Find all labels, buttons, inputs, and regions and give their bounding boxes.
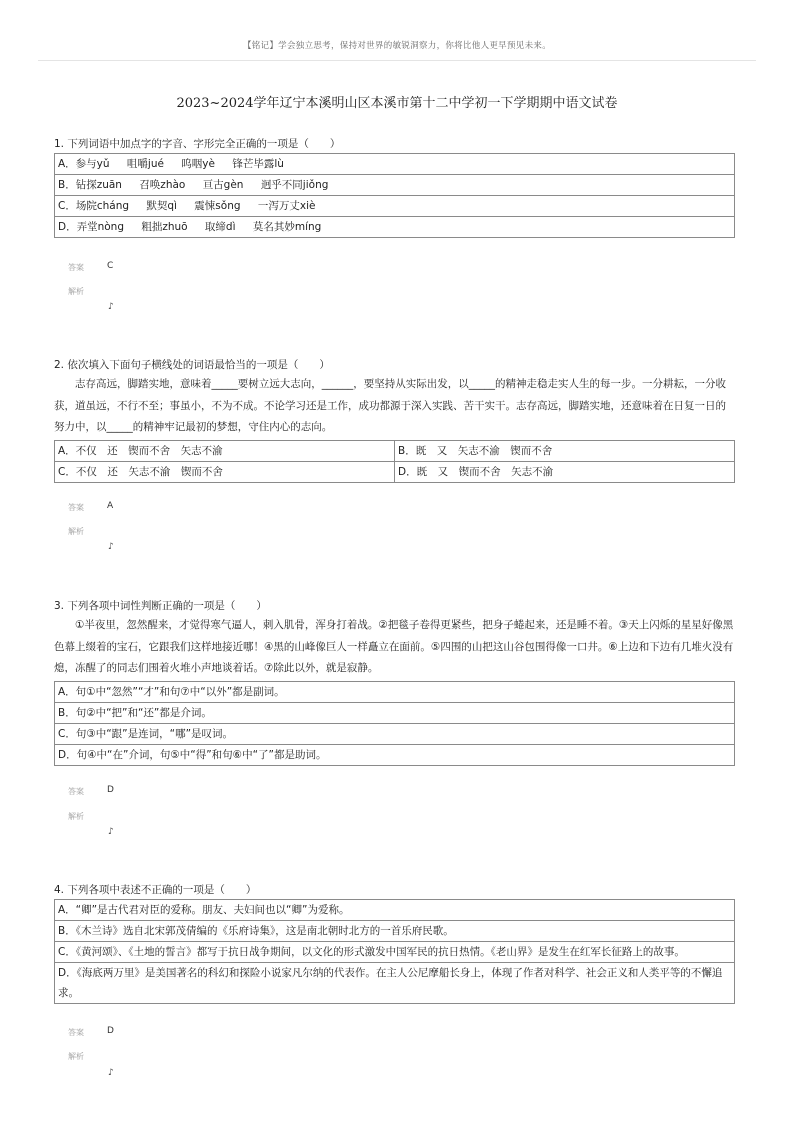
header-divider: [38, 60, 756, 61]
answer-label: 答案: [68, 1028, 84, 1037]
analysis-label: 解析: [68, 1052, 84, 1061]
analysis-icon[interactable]: ♪: [108, 302, 114, 312]
question-1-stem: 1. 下列词语中加点字的字音、字形完全正确的一项是（ ）: [54, 138, 341, 150]
analysis-icon[interactable]: ♪: [108, 1068, 114, 1078]
option-word: 呜咽yè: [181, 158, 215, 170]
question-4: [54, 883, 735, 1004]
option-d[interactable]: D．句④中“在”介词，句⑤中“得”和句⑥中“了”都是助词。: [55, 744, 735, 765]
option-c[interactable]: C．不仅 还 矢志不渝 锲而不舍: [55, 461, 395, 482]
answer-value: A: [107, 501, 114, 511]
analysis-icon[interactable]: ♪: [108, 827, 114, 837]
option-c[interactable]: C．《黄河颂》、《土地的誓言》都写于抗日战争期间，以文化的形式激发中国军民的抗日热情。《老山界》是发生在红军长征路上的故事。: [55, 942, 735, 963]
option-word: D．弄堂nòng: [58, 221, 124, 233]
analysis-label: 解析: [68, 812, 84, 821]
option-word: 取缔dì: [204, 221, 236, 233]
question-3-passage: ①半夜里，忽然醒来，才觉得寒气逼人，刺入肌骨，浑身打着战。②把毯子卷得更紧些，把身子蜷起来，还是睡不着。③天上闪烁的星星好像黑色幕上缀着的宝石，它跟我们这样地接近哪！④黑的山峰像巨人一样矗立在面前。⑤四围的山把这山谷包围得像一口井。⑥上边和下边有几堆火没有熄，冻醒了的同志们围着火堆小声地谈着话。⑦除此以外，就是寂静。: [54, 619, 734, 674]
option-b[interactable]: [55, 175, 735, 196]
analysis-label: 解析: [68, 287, 84, 296]
option-d[interactable]: D．《海底两万里》是美国著名的科幻和探险小说家凡尔纳的代表作。在主人公尼摩船长身上，体现了作者对科学、社会正义和人类平等的不懈追求。: [55, 963, 735, 1004]
option-word: A．参与yǔ: [58, 158, 110, 170]
answer-label: 答案: [68, 503, 84, 512]
page-title: 2023~2024学年辽宁本溪明山区本溪市第十二中学初一下学期期中语文试卷: [176, 96, 618, 111]
option-word: 锋芒毕露lù: [232, 158, 284, 170]
option-word: 默契qì: [146, 200, 177, 212]
answer-label: 答案: [68, 263, 84, 272]
question-1-options: [54, 153, 735, 238]
option-word: C．场院cháng: [58, 200, 130, 212]
option-word: B．钻探zuān: [58, 179, 122, 191]
question-2-passage: 志存高远，脚踏实地，意味着_____要树立远大志向，______，要坚持从实际出发，以_____的精神走稳走实人生的每一步。一分耕耘，一分收获，道虽远，不行不至；事虽小，不为不成。不论学习还是工作，成功都源于深入实践、苦干实干。志存高远，脚踏实地，还意味着在日复一日的努力中，以_____的精神牢记最初的梦想，守住内心的志向。: [54, 378, 726, 433]
option-a[interactable]: A．“卿”是古代君对臣的爱称。朋友、夫妇间也以“卿”为爱称。: [55, 900, 735, 921]
question-2-options: [54, 440, 735, 483]
question-1: [54, 137, 735, 238]
analysis-icon[interactable]: ♪: [108, 542, 114, 552]
option-b[interactable]: B．《木兰诗》选自北宋郭茂倩编的《乐府诗集》，这是南北朝时北方的一首乐府民歌。: [55, 921, 735, 942]
option-d[interactable]: [55, 217, 735, 238]
question-4-stem: 4. 下列各项中表述不正确的一项是（ ）: [54, 884, 257, 896]
question-2: [54, 358, 735, 483]
header-motto: 【铭记】学会独立思考，保持对世界的敏锐洞察力，你将比他人更早预见未来。: [242, 41, 551, 51]
question-3: [54, 599, 735, 766]
option-word: 召唤zhào: [139, 179, 186, 191]
answer-value: D: [107, 1026, 114, 1036]
answer-label: 答案: [68, 787, 84, 796]
option-b[interactable]: B．既 又 矢志不渝 锲而不舍: [395, 440, 735, 461]
option-a[interactable]: A．句①中“忽然”“才”和句⑦中“以外”都是副词。: [55, 681, 735, 702]
option-c[interactable]: [55, 196, 735, 217]
question-3-stem: 3. 下列各项中词性判断正确的一项是（ ）: [54, 600, 267, 612]
option-word: 粗拙zhuō: [141, 221, 188, 233]
option-word: 震悚sǒng: [194, 200, 241, 212]
question-2-stem: 2. 依次填入下面句子横线处的词语最恰当的一项是（ ）: [54, 359, 330, 371]
option-d[interactable]: D．既 又 锲而不舍 矢志不渝: [395, 461, 735, 482]
option-word: 迥乎不同jiǒng: [260, 179, 329, 191]
option-a[interactable]: A．不仅 还 锲而不舍 矢志不渝: [55, 440, 395, 461]
question-3-options: [54, 681, 735, 766]
option-b[interactable]: B．句②中“把”和“还”都是介词。: [55, 702, 735, 723]
option-word: 莫名其妙míng: [252, 221, 322, 233]
option-c[interactable]: C．句③中“跟”是连词，“哪”是叹词。: [55, 723, 735, 744]
option-word: 亘古gèn: [202, 179, 244, 191]
question-4-options: [54, 899, 735, 1004]
answer-value: D: [107, 785, 114, 795]
analysis-label: 解析: [68, 527, 84, 536]
option-a[interactable]: [55, 154, 735, 175]
answer-value: C: [107, 261, 114, 271]
option-word: 一泻万丈xiè: [257, 200, 316, 212]
option-word: 咀嚼jué: [126, 158, 164, 170]
